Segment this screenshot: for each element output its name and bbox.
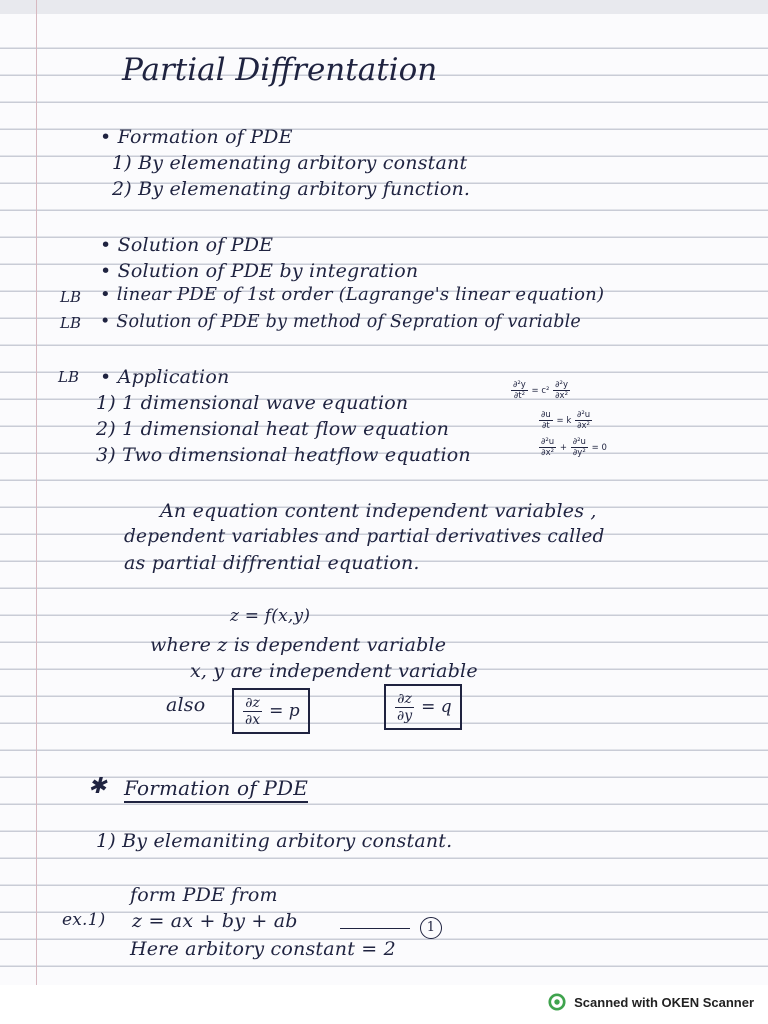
wave-lhs-den: ∂t²	[513, 391, 525, 401]
wave-lhs-num: ∂²y	[513, 380, 526, 390]
p-box-num: ∂z	[243, 695, 262, 712]
heat2-a-num: ∂²u	[541, 437, 555, 447]
solution-item-2: • Solution of PDE by integration	[100, 260, 419, 282]
section-subheading: 1) By elemaniting arbitory constant.	[96, 830, 453, 852]
section-heading-text: Formation of PDE	[124, 776, 308, 803]
p-box-eq: = p	[269, 701, 300, 721]
formation-heading: • Formation of PDE	[100, 126, 293, 148]
wave-mid: = c²	[531, 386, 550, 396]
margin-line	[36, 0, 37, 985]
wave-equation-formula	[510, 380, 571, 401]
where-line: where z is dependent variable	[150, 634, 447, 656]
example-number: 1	[420, 917, 442, 939]
page-title: Partial Diffrentation	[122, 52, 438, 88]
form-pde-line: form PDE from	[130, 884, 278, 906]
star-icon: ✱	[88, 774, 107, 799]
section-heading	[124, 776, 308, 800]
solution-item-1: • Solution of PDE	[100, 234, 274, 256]
definition-line-1: An equation content independent variables ,	[160, 500, 597, 522]
formation-item-1: 1) By elemenating arbitory constant	[112, 152, 468, 174]
heat2-equation-formula	[538, 437, 607, 458]
example-label: ex.1)	[62, 910, 106, 930]
here-line: Here arbitory constant = 2	[130, 938, 396, 960]
wave-rhs-den: ∂x²	[555, 391, 568, 401]
solution-item-4: • Solution of PDE by method of Sepration of variable	[100, 312, 581, 332]
application-heading: • Application	[100, 366, 230, 388]
partial-q-box	[384, 684, 462, 730]
also-label: also	[166, 694, 206, 716]
heat2-b-num: ∂²u	[572, 437, 586, 447]
heat2-eq: = 0	[591, 443, 607, 453]
heat1-lhs-num: ∂u	[541, 410, 551, 420]
lb-tag-3: LB	[58, 368, 79, 386]
example-rule	[340, 928, 410, 929]
heat1-rhs-num: ∂²u	[576, 410, 591, 420]
z-equation: z = f(x,y)	[230, 606, 311, 626]
partial-p-box	[232, 688, 310, 734]
heat1-rhs-den: ∂x²	[577, 421, 590, 431]
lb-tag-1: LB	[60, 288, 81, 306]
oken-logo-icon	[548, 993, 566, 1011]
definition-line-3: as partial diffrential equation.	[124, 552, 420, 574]
scanner-watermark	[548, 993, 754, 1011]
q-box-num: ∂z	[395, 691, 414, 708]
heat1-lhs-den: ∂t	[542, 421, 550, 431]
definition-line-2: dependent variables and partial derivatives called	[124, 526, 605, 547]
example-equation: z = ax + by + ab	[132, 910, 298, 932]
formation-item-2: 2) By elemenating arbitory function.	[112, 178, 471, 200]
scanner-text: Scanned with OKEN Scanner	[574, 994, 754, 1010]
lb-tag-2: LB	[60, 314, 81, 332]
heat2-plus: +	[559, 443, 568, 453]
heat2-a-den: ∂x²	[541, 448, 555, 458]
independent-line: x, y are independent variable	[190, 660, 478, 682]
application-item-3: 3) Two dimensional heatflow equation	[96, 444, 471, 466]
page-top-edge	[0, 0, 768, 14]
heat1-mid: = k	[556, 416, 572, 426]
solution-item-3: • linear PDE of 1st order (Lagrange's linear equation)	[100, 284, 605, 305]
q-box-den: ∂y	[397, 707, 413, 724]
heat2-b-den: ∂y²	[572, 448, 586, 458]
example-number-badge	[420, 914, 442, 939]
application-item-2: 2) 1 dimensional heat flow equation	[96, 418, 450, 440]
wave-rhs-num: ∂²y	[555, 380, 568, 390]
application-item-1: 1) 1 dimensional wave equation	[96, 392, 409, 414]
q-box-eq: = q	[421, 697, 452, 717]
heat1-equation-formula	[538, 410, 593, 431]
p-box-den: ∂x	[245, 711, 261, 728]
